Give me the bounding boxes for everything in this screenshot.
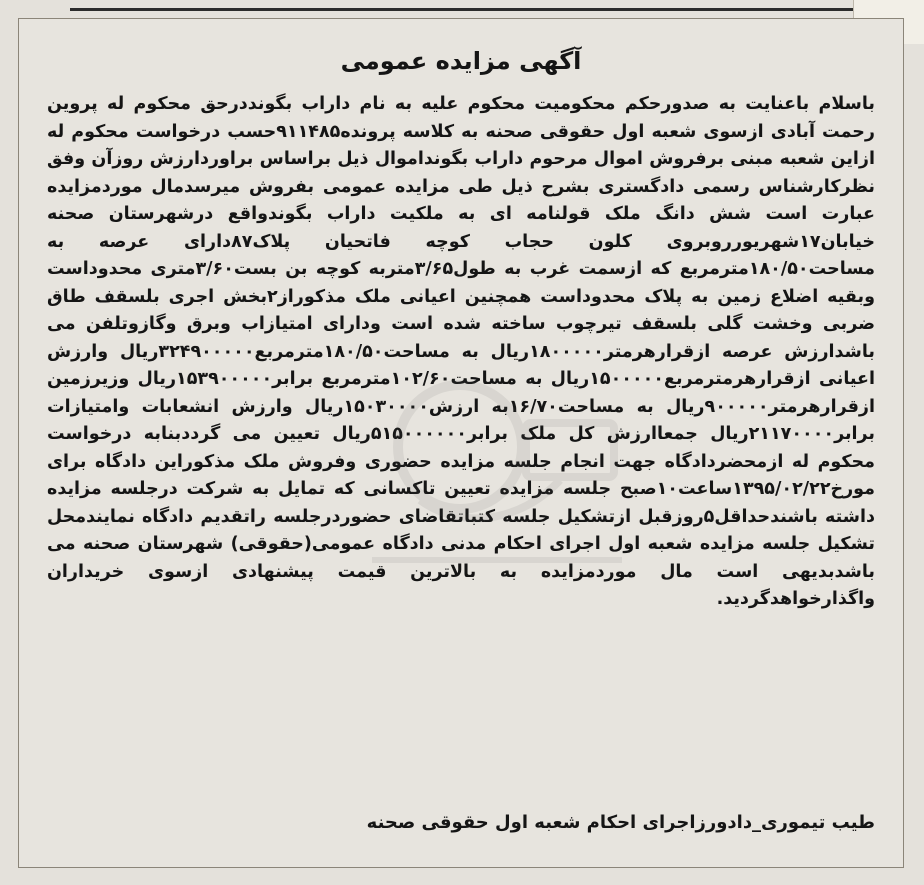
notice-signature: طیب تیموری_دادورزاجرای احکام شعبه اول حقوقی صحنه <box>366 812 875 833</box>
top-divider-rule <box>70 8 854 11</box>
auction-notice-panel <box>18 18 904 868</box>
notice-body-text: باسلام باعنایت به صدورحکم محکومیت محکوم علیه به نام داراب بگونددرحق محکوم له پروین رحمت آبادی ازسوی شعبه اول حقوقی صحنه به کلاسه پرونده۹۱۱۴۸۵حسب درخواست محکوم له ازاین شعبه مبنی برفروش اموال مرحوم داراب بگونداموال ذیل براساس براوردارزش روزآن وفق نظرکارشناس رسمی دادگستری بشرح ذیل طی مزایده عمومی بفروش میرسدمال موردمزایده عبارت است شش دانگ ملک قولنامه ای به ملکیت داراب بگوندواقع درشهرستان صحنه خیابان۱۷شهریورروبروی کلون حجاب کوچه فاتحیان پلاک۸۷دارای عرصه به مساحت۱۸۰/۵۰مترمربع که ازسمت غرب به طول۳/۶۵متربه کوچه بن بست۳/۶۰متری محدوداست وبقیه اضلاع زمین به پلاک محدوداست همچنین اعیانی ملک مذکوراز۲بخش اجری بلسقف طاق ضربی وخشت گلی بلسقف تیرچوب ساخته شده است ودارای امتیازاب وبرق وگازوتلفن می باشدارزش عرصه ازقرارهرمتر۱۸۰۰۰۰۰ریال به مساحت۱۸۰/۵۰مترمربع۳۲۴۹۰۰۰۰۰ریال وارزش اعیانی ازقرارهرمترمربع۱۵۰۰۰۰۰ریال به مساحت۱۰۲/۶۰مترمربع برابر۱۵۳۹۰۰۰۰۰ریال وزیرزمین ازقرارهرمتر۹۰۰۰۰۰ریال به مساحت۱۶/۷۰به ارزش۱۵۰۳۰۰۰۰ریال وارزش انشعابات وامتیازات برابر۲۱۱۷۰۰۰۰ریال جمعاارزش کل ملک برابر۵۱۵۰۰۰۰۰۰ریال تعیین می گرددبنابه درخواست محکوم له ازمحضردادگاه جهت انجام جلسه مزایده حضوری وفروش ملک مذکوراین دادگاه برای مورخ۱۳۹۵/۰۲/۲۲ساعت۱۰صبح جلسه مزایده تعیین تاکسانی که تمایل به شرکت درجلسه مزایده داشته باشندحداقل۵روزقبل ازتشکیل جلسه کتباتقاضای حضوردرجلسه راتقدیم دادگاه نمایندمحل تشکیل جلسه مزایده شعبه اول اجرای احکام مدنی دادگاه عمومی(حقوقی) شهرستان صحنه می باشدبدیهی است مال موردمزایده به بالاترین قیمت پیشنهادی ازسوی خریداران واگذارخواهدگردید. <box>47 94 876 609</box>
notice-title: آگهی مزایده عمومی <box>340 47 582 75</box>
